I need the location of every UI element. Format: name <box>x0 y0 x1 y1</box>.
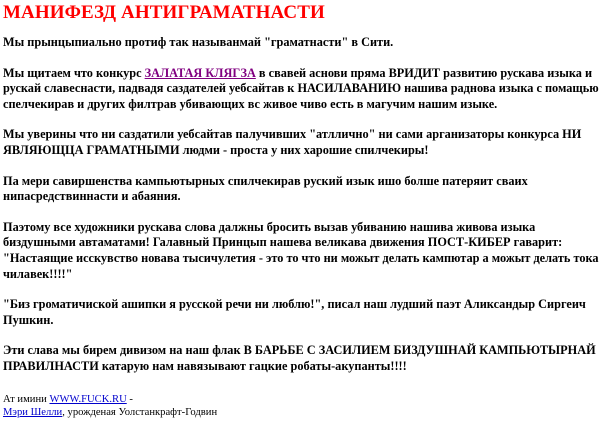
paragraph-7: Эти слава мы бирем дивизом на наш флак В БАРЬБЕ С ЗАСИЛИЕМ БИЗДУШНАЙ КАМПЬЮТЫРНАЙ ПРАВИЛНАСТИ катарую нам навязывают гацкие робаты-акупанты!!!! <box>3 343 596 373</box>
site-link[interactable]: WWW.FUCK.RU <box>49 393 127 405</box>
paragraph-3: Мы уверины что ни саздатили уебсайтав палучивших "атллично" ни сами арганизаторы конкурса НИ ЯВЛЯЮЩЦА ГРАМАТНЫМИ людми - проста у них харошие спилчекиры! <box>3 127 582 157</box>
author-link[interactable]: Мэри Шелли <box>3 406 63 418</box>
paragraph-2-after: в свавей аснови пряма ВРИДИТ развитию рускава изыка и рускай славеснасти, падвадя саздателей уебсайтав к НАСИЛАВАНИЮ нашива раднова изыка с помащью спелчекирав и других филтрав убивающих вс живое чиво есть в магучим нашим изыке. <box>3 65 599 111</box>
signature <box>3 393 600 419</box>
paragraph-5: Паэтому все художники рускава слова далжны бросить вызав убиванию нашива живова изыка биздушными автаматами! Галавный Принцып нашева великава движения ПОСТ-КИБЕР гаварит: "Настаящие исскувство новава тысичулетия - это то что ни можыт делать кампютар а можыт делать тока чилавек!!!!" <box>3 219 599 281</box>
signature-dash: - <box>129 393 133 405</box>
zolotaya-klyaksa-link[interactable]: ЗАЛАТАЯ КЛЯГЗА <box>144 65 256 80</box>
page-title: МАНИФЕЗД АНТИГРАМАТНАСТИ <box>3 2 325 23</box>
signature-prefix: Ат имини <box>3 393 47 405</box>
paragraph-2 <box>3 66 600 113</box>
paragraph-1: Мы прынцыпиально протиф так называнмай "граматнасти" в Сити. <box>3 35 394 49</box>
paragraph-4: Па мери савиршенства кампьютырных спилчекирав руский изык ишо болше патеряит сваих нипасредствиннасти и абаяния. <box>3 173 528 204</box>
signature-suffix: , урожденая Уолстанкрафт-Годвин <box>62 406 218 418</box>
paragraph-6: "Биз громатичиской ашипки я русской речи ни люблю!", писал наш лудший паэт Аликсандыр Сиргеич Пушкин. <box>3 297 586 327</box>
paragraph-2-before: Мы щитаем что конкурс <box>3 65 142 80</box>
